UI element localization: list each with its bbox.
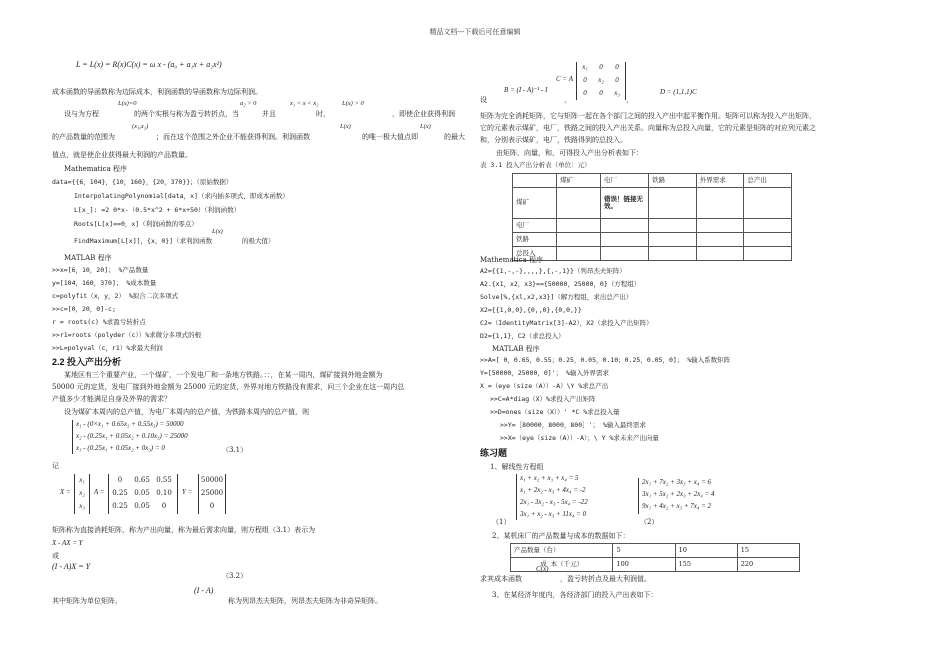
table-header: 铁路 bbox=[649, 174, 697, 188]
text: 的最大 bbox=[444, 133, 465, 141]
brace bbox=[516, 474, 517, 520]
equation: 9x₁ + 4x₂ + x₃ + 7x₄ = 2 bbox=[642, 502, 712, 510]
code-line: Solve[%,{xl,x2,x3}]（解方程组，求出总产出） bbox=[480, 293, 633, 301]
code-line: C2=（IdentityMatrix[3]-A2），X2（求投入产出矩阵） bbox=[480, 319, 653, 327]
matrix-cell: x₃ bbox=[79, 502, 85, 510]
matrix-cell: 0 bbox=[117, 476, 123, 484]
equation: x₁ - (0×x₁ + 0.65x₂ + 0.55x₃) = 50000 bbox=[76, 420, 184, 428]
matrix-cell: 25000 bbox=[200, 489, 224, 497]
text: 求其成本函数 bbox=[480, 575, 522, 583]
equation-number: （3.1） bbox=[222, 446, 248, 454]
table-row bbox=[513, 233, 792, 247]
matrix-cell: 0 bbox=[599, 63, 603, 71]
equation: x₃ - (0.25x₁ + 0.05x₂ + 0x₃) = 0 bbox=[76, 444, 165, 452]
matrix-x bbox=[74, 474, 90, 514]
matrix-cell: x₂ bbox=[79, 489, 85, 497]
table-cell bbox=[649, 188, 697, 219]
matrix-label: X = bbox=[60, 488, 71, 496]
text: 它的元素表示煤矿，电厂，铁路之间的投入产出关系。向量称为总投入向量，它的元素是矩阵的对应列元素之 bbox=[480, 124, 816, 132]
table-cell bbox=[744, 247, 792, 261]
matrix-y bbox=[198, 474, 226, 514]
matrix-cell: x₁ bbox=[582, 63, 588, 71]
text: 某地区有三个重要产业，一个煤矿，一个发电厂和一条地方铁路。：：，在某一周内，煤矿接到外地金额为 bbox=[64, 371, 383, 379]
table-cell bbox=[649, 247, 697, 261]
code-line: A2.{x1，x2，x3}=={50000，25000，0}（方程组） bbox=[480, 280, 641, 288]
text: 矩阵称为直接消耗矩阵，称为产出向量，称为最后需求向量，则方程组（3.1）表示为 bbox=[52, 526, 316, 534]
code-line: X =（eye（size（A））-A）\Y %求总产出 bbox=[480, 382, 609, 390]
text: 设与为方程 bbox=[64, 110, 99, 118]
text: ， bbox=[626, 96, 633, 104]
text: 其中矩阵为单位矩阵， bbox=[52, 597, 122, 605]
table-cell: 155 bbox=[675, 558, 737, 572]
table-cell: 5 bbox=[613, 544, 675, 558]
table-row bbox=[513, 188, 792, 219]
code-line: >>x=[6，10，20]； %产品数量 bbox=[52, 266, 149, 274]
text: ， bbox=[564, 96, 571, 104]
paragraph: 成本函数的导函数称为边际成本，利润函数的导函数称为边际利润。 bbox=[52, 88, 262, 96]
equation: 3x₁ + 5x₂ + 2x₃ + 2x₄ = 4 bbox=[642, 490, 715, 498]
formula: L(x)=0 bbox=[118, 100, 137, 107]
table-row-label: 电厂 bbox=[513, 219, 557, 233]
code-line: Y=[50000，25000，0]'； %输入外界需求 bbox=[480, 369, 609, 377]
table-cell bbox=[556, 219, 600, 233]
code-line: r = roots(c) %求盈亏转折点 bbox=[52, 318, 146, 326]
label: （1） bbox=[492, 518, 511, 526]
section-heading: 2.2 投入产出分析 bbox=[52, 357, 122, 367]
table-caption: 表 3.1 投入产出分析表（单位：元） bbox=[480, 161, 591, 169]
code-line: >>L=polyval（c，r1）%求最大利润 bbox=[52, 344, 163, 352]
matrix-cell: 0 bbox=[209, 502, 215, 510]
table-cell bbox=[696, 188, 744, 219]
matrix-cell: 0.25 bbox=[112, 502, 128, 510]
table-cell: 成 本（千元） bbox=[511, 558, 613, 572]
table-header: 煤矿 bbox=[556, 174, 600, 188]
equation-number: （3.2） bbox=[222, 572, 248, 580]
link-error: 错误！链接无效。 bbox=[600, 188, 648, 219]
formula: x₁ < x < x₂ bbox=[290, 100, 319, 107]
table-cell: 100 bbox=[613, 558, 675, 572]
matrix-cell: 0 bbox=[615, 76, 619, 84]
matrix-cell: 0 bbox=[583, 76, 587, 84]
code-line: InterpolatingPolynomial[data，x]（求内插多项式，即成本函数） bbox=[74, 192, 289, 200]
exercise-heading: 练习题 bbox=[480, 448, 508, 458]
table-cell bbox=[600, 247, 648, 261]
text: 50000 元的定货，发电厂接到外地金额为 25000 元的定货，外界对地方铁路没有需求，问三个企业在这一周内总 bbox=[52, 383, 405, 391]
text: 由矩阵，向量，和，可得投入产出分析表如下： bbox=[496, 149, 643, 157]
table-cell bbox=[696, 247, 744, 261]
table-row-label: 铁路 bbox=[513, 233, 557, 247]
matrix-c bbox=[576, 62, 626, 100]
table-header: 电厂 bbox=[600, 174, 648, 188]
table-row bbox=[511, 544, 800, 558]
table-cell: 产品数量（台） bbox=[511, 544, 613, 558]
table-cell bbox=[744, 219, 792, 233]
table-header: 外界需求 bbox=[696, 174, 744, 188]
text: 记 bbox=[52, 462, 59, 470]
text: ，盈亏转折点及最大利润值。 bbox=[560, 575, 651, 583]
code-line: >>X=（eye（size（A））-A）；\ Y %求未来产出向量 bbox=[500, 434, 659, 442]
matrix-label: Y = bbox=[182, 488, 193, 496]
table-cell bbox=[600, 233, 648, 247]
formula: L(x) bbox=[212, 228, 223, 235]
equation: 2x₁ + 7x₂ + 3x₃ + x₄ = 6 bbox=[642, 478, 712, 486]
matrix-cell: 0 bbox=[599, 89, 603, 97]
table-cell bbox=[600, 219, 648, 233]
text: 并且 bbox=[262, 110, 276, 118]
matrix-cell: 0.55 bbox=[156, 476, 172, 484]
section-label: MATLAB 程序 bbox=[64, 254, 112, 262]
text: 矩阵为完全消耗矩阵，它与矩阵一起在各个部门之间的投入产出中起平衡作用。矩阵可以称为投入产出矩阵， bbox=[480, 112, 816, 120]
code-line: X2={{1,0,0},{0,,0},{0,0,}} bbox=[480, 306, 582, 314]
matrix-cell: 0.10 bbox=[156, 489, 172, 497]
equation: x₁ + 2x₂ - x₃ + 4x₄ = -2 bbox=[520, 486, 586, 494]
code-line: >>c=[0，20，0]-c; bbox=[52, 305, 116, 313]
matrix-cell: 0 bbox=[615, 63, 619, 71]
table-cell: 15 bbox=[737, 544, 799, 558]
table-cell bbox=[696, 233, 744, 247]
equation: D = (1,1,1)C bbox=[660, 88, 697, 96]
code-line: >>Y=［80000，8000，800］'； %输入最终需求 bbox=[500, 421, 646, 429]
equation: x₂ - (0.25x₁ + 0.05x₂ + 0.10x₃) = 25000 bbox=[76, 432, 188, 440]
text: ，即使企业获得利润 bbox=[392, 110, 455, 118]
table-cell: 220 bbox=[737, 558, 799, 572]
brace bbox=[638, 478, 639, 514]
formula: (I - A) bbox=[194, 586, 214, 595]
profit-equation: L = L(x) = R(x)C(x) = ω x - (a₀ + a₁x + a₂x²) bbox=[76, 60, 222, 69]
matrix-cell: 0 bbox=[161, 502, 167, 510]
table-cell bbox=[649, 233, 697, 247]
code-line: L[x_]: =2 0*x-（0.5*x^2 + 6*x+50）（利润函数） bbox=[74, 206, 241, 214]
code-line: A2={{1,-,-},,,,},{,-,1}}（列昂杰夫矩阵） bbox=[480, 267, 626, 275]
formula: (x₁,x₂) bbox=[132, 123, 149, 130]
table-row bbox=[513, 174, 792, 188]
table-row-label: 总投入 bbox=[513, 247, 557, 261]
code-line: 的极大值） bbox=[242, 237, 275, 245]
cost-table bbox=[510, 543, 800, 572]
text: 2、某机床厂的产品数量与成本的数据如下： bbox=[492, 532, 630, 540]
formula: L(x) > 0 bbox=[342, 100, 364, 107]
code-line: data={{6，104}，{10，160}，{20，370}}；（原始数据） bbox=[52, 178, 233, 186]
matrix-cell: 0.65 bbox=[134, 476, 150, 484]
text: 3、在某经济年度内，各经济部门的投入产出表如下： bbox=[492, 591, 658, 599]
matrix-cell: x₃ bbox=[614, 89, 620, 97]
table-cell bbox=[744, 233, 792, 247]
table-row bbox=[513, 247, 792, 261]
table-cell bbox=[556, 188, 600, 219]
section-label: Mathematica 程序 bbox=[64, 165, 127, 173]
page-header: 精品文档---下载后可任意编辑 bbox=[429, 28, 521, 36]
code-line: >>D=ones（size（X））' *C %求总投入量 bbox=[490, 408, 620, 416]
code-line: D2={1,1}，C2（求总投入） bbox=[480, 332, 565, 340]
equation: (I - A)X = Y bbox=[52, 562, 91, 571]
text: 时， bbox=[316, 110, 330, 118]
table-cell bbox=[649, 219, 697, 233]
section-label: Mathematica 程序 bbox=[480, 256, 543, 264]
code-line: Roots[L[x]==0，x]（利润函数的零点） bbox=[74, 220, 198, 228]
formula: C(x) bbox=[536, 565, 549, 573]
code-line: FindMaximum[L[x]]，{x，0}]（求利润函数 bbox=[74, 237, 213, 245]
matrix-label: C = A bbox=[556, 75, 574, 83]
text: ；而在这个范围之外企业不能获得利润。利润函数 bbox=[156, 133, 310, 141]
code-line: >>r1=roots（polyder（c））%求微分多项式的根 bbox=[52, 331, 202, 339]
text: 称为列昂杰夫矩阵，列昂杰夫矩阵为非奇异矩阵。 bbox=[228, 597, 382, 605]
text: 1、解线性方程组 bbox=[490, 463, 544, 471]
matrix-cell: 50000 bbox=[200, 476, 224, 484]
equation: B = (I - A)⁻¹ - I bbox=[504, 86, 548, 94]
matrix-cell: 0.05 bbox=[134, 502, 150, 510]
section-label: MATLAB 程序 bbox=[492, 345, 540, 353]
text: 的唯一极大值点即 bbox=[362, 133, 418, 141]
text: 和，分别表示煤矿，电厂，铁路得到的总投入。 bbox=[480, 136, 627, 144]
table-cell bbox=[696, 219, 744, 233]
label: （2） bbox=[640, 518, 659, 526]
table-cell: 10 bbox=[675, 544, 737, 558]
text: 值点，就是使企业获得最大利润的产品数量。 bbox=[52, 151, 192, 159]
equation: 3x₁ + x₂ - x₃ + 11x₄ = 0 bbox=[520, 510, 587, 518]
matrix-label: A = bbox=[94, 488, 105, 496]
code-line: >>A=[ 0，0.65，0.55；0.25，0.05，0.10；0.25，0.05，0]； %输入系数矩阵 bbox=[480, 356, 731, 364]
table-row bbox=[513, 219, 792, 233]
matrix-cell: 0.05 bbox=[134, 489, 150, 497]
table-row bbox=[511, 558, 800, 572]
equation: X - AX = Y bbox=[52, 539, 83, 547]
io-table bbox=[512, 173, 792, 261]
formula: L(x) bbox=[420, 123, 431, 130]
table-cell bbox=[513, 174, 557, 188]
code-line: c=polyfit（x，y，2） %拟合二次多项式 bbox=[52, 292, 179, 300]
matrix-cell: x₂ bbox=[598, 76, 604, 84]
table-cell bbox=[556, 233, 600, 247]
text: 设 bbox=[480, 96, 487, 104]
text: 设为煤矿本周内的总产值，为电厂本周内的总产值，为铁路本周内的总产值，则 bbox=[64, 408, 309, 416]
equation: x₁ + x₂ + x₃ + x₄ = 5 bbox=[520, 474, 579, 482]
equation: 2x₁ - 3x₂ - x₃ - 5x₄ = -22 bbox=[520, 498, 588, 506]
text: 的两个实根与称为盈亏转折点，当 bbox=[134, 110, 239, 118]
code-line: y=[104，160，370]； %成本数量 bbox=[52, 279, 157, 287]
table-row-label: 煤矿 bbox=[513, 188, 557, 219]
formula: L(x) bbox=[340, 123, 351, 130]
matrix-a bbox=[108, 474, 178, 514]
text: 或 bbox=[52, 552, 59, 560]
table-header: 总产出 bbox=[744, 174, 792, 188]
matrix-cell: 0 bbox=[583, 89, 587, 97]
brace bbox=[72, 420, 73, 454]
matrix-cell: x₁ bbox=[79, 476, 85, 484]
table-cell bbox=[744, 188, 792, 219]
text: 产值多少才能满足自身及外界的需求？ bbox=[52, 395, 171, 403]
text: 的产品数量的范围为 bbox=[52, 133, 115, 141]
formula: a₂ > 0 bbox=[240, 100, 257, 107]
code-line: >>C=A*diag（X）%求投入产出矩阵 bbox=[490, 395, 596, 403]
table-cell bbox=[556, 247, 600, 261]
matrix-cell: 0.25 bbox=[112, 489, 128, 497]
